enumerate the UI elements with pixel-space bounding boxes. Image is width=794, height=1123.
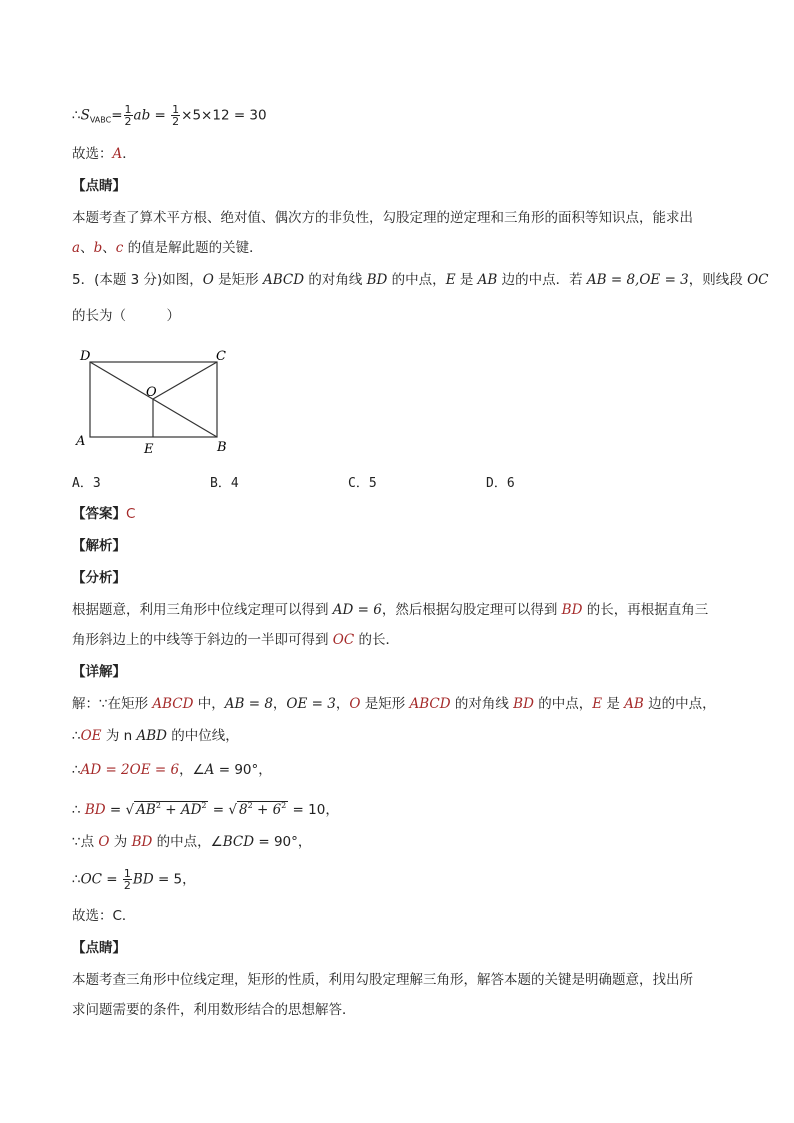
- choose-a-line: 故选：A．: [72, 146, 136, 162]
- section-xiangjie: 【详解】: [72, 664, 126, 680]
- rectangle-figure: [72, 342, 242, 460]
- choice-a: A．3: [72, 476, 101, 491]
- detail-line-2: ∴OE 为 n ABD 的中位线，: [72, 728, 239, 744]
- detail-line-5: ∵点 O 为 BD 的中点，∠BCD = 90°，: [72, 834, 312, 850]
- section-fenxi: 【分析】: [72, 570, 126, 586]
- comment-line-1: 本题考查了算术平方根、绝对值、偶次方的非负性，勾股定理的逆定理和三角形的面积等知识点，能求出: [72, 210, 693, 226]
- question-5-stem-2: 的长为（ ）: [72, 308, 180, 324]
- detail-line-7: 故选：C．: [72, 908, 136, 924]
- label-b: B: [217, 440, 227, 455]
- detail-line-6: ∴OC = $\frac{1}{2}$ BD = 5，: [72, 867, 196, 892]
- comment-2-line-1: 本题考查三角形中位线定理，矩形的性质，利用勾股定理解三角形，解答本题的关键是明确题意，找出所: [72, 972, 693, 988]
- detail-line-1: 解：∵在矩形 ABCD 中，AB = 8，OE = 3，O 是矩形 ABCD 的对角线 BD 的中点，E 是 AB 边的中点，: [72, 696, 716, 712]
- section-dianjing-2: 【点睛】: [72, 940, 126, 956]
- analysis-line-2: 角形斜边上的中线等于斜边的一半即可得到 OC 的长．: [72, 632, 399, 648]
- label-e: E: [144, 442, 154, 457]
- fraction-half: $\frac{1}{2}$: [123, 867, 131, 892]
- choice-b: B．4: [210, 476, 239, 491]
- analysis-line-1: 根据题意，利用三角形中位线定理可以得到 AD = 6，然后根据勾股定理可以得到 BD 的长，再根据直角三: [72, 602, 709, 618]
- question-5-stem: 5．(本题 3 分)如图，O 是矩形 ABCD 的对角线 BD 的中点，E 是 AB 边的中点．若 AB = 8,OE = 3，则线段 OC: [72, 272, 769, 288]
- fraction-half: $\frac{1}{2}$: [172, 103, 180, 128]
- choice-c: C．5: [348, 476, 377, 491]
- detail-line-3: ∴AD = 2OE = 6，∠A = 90°，: [72, 762, 272, 778]
- fraction-half: $\frac{1}{2}$: [124, 103, 132, 128]
- diagonal-ac-half: [153, 362, 217, 399]
- section-dianjing-1: 【点睛】: [72, 178, 126, 194]
- answer-line: 【答案】C: [72, 506, 136, 522]
- section-jiexi: 【解析】: [72, 538, 126, 554]
- detail-line-4: ∴ BD = √ $AB^2 + AD^2$ = √ $8^2 + 6^2 = 10$，: [72, 801, 339, 818]
- choice-d: D．6: [486, 476, 515, 491]
- label-c: C: [216, 349, 226, 364]
- label-a: A: [76, 434, 86, 449]
- comment-2-line-2: 求问题需要的条件，利用数形结合的思想解答．: [72, 1002, 356, 1018]
- label-o: O: [146, 385, 157, 400]
- area-formula-line: $\therefore S_{VABC}=$ $\frac{1}{2}$ ab = $\frac{1}{2}$ ×5×12 = 30: [72, 103, 267, 128]
- comment-line-2: a、b、c 的值是解此题的关键．: [72, 240, 263, 256]
- label-d: D: [80, 349, 91, 364]
